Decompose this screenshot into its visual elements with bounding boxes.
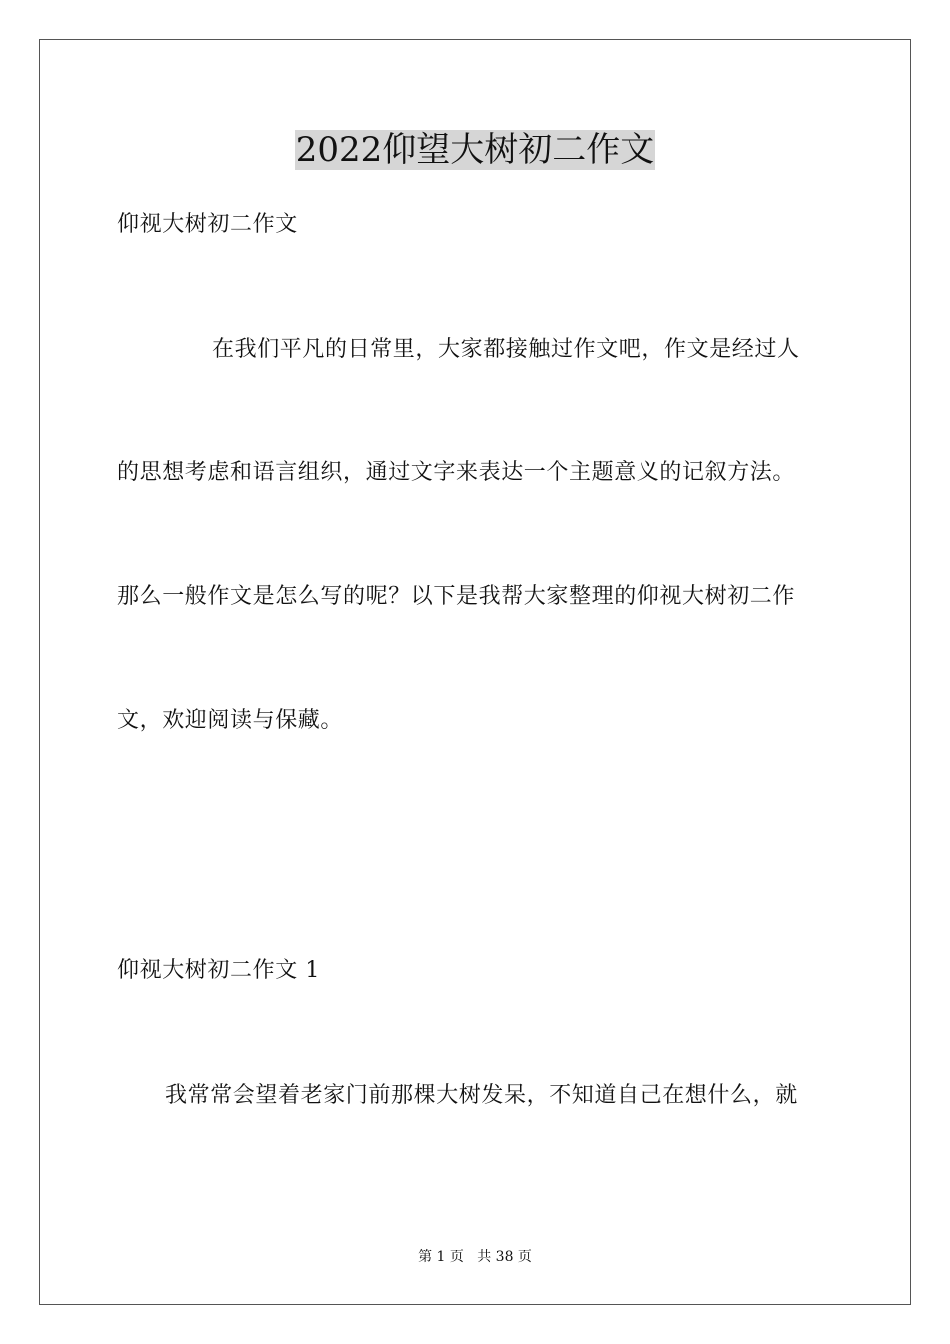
intro-line-1: 在我们平凡的日常里，大家都接触过作文吧，作文是经过人: [212, 337, 800, 362]
intro-line-2: 的思想考虑和语言组织，通过文字来表达一个主题意义的记叙方法。: [117, 460, 796, 485]
document-title: [0, 128, 950, 172]
section-heading: 仰视大树初二作文 1: [117, 958, 320, 983]
section-paragraph-line-1: 我常常会望着老家门前那棵大树发呆，不知道自己在想什么，就: [165, 1083, 798, 1108]
page-footer: 第 1 页 共 38 页: [418, 1249, 532, 1265]
document-title-text: 2022仰望大树初二作文: [295, 130, 655, 170]
intro-line-3: 那么一般作文是怎么写的呢？以下是我帮大家整理的仰视大树初二作: [117, 584, 796, 609]
document-subtitle: 仰视大树初二作文: [117, 212, 298, 237]
intro-line-4: 文，欢迎阅读与保藏。: [117, 708, 344, 733]
